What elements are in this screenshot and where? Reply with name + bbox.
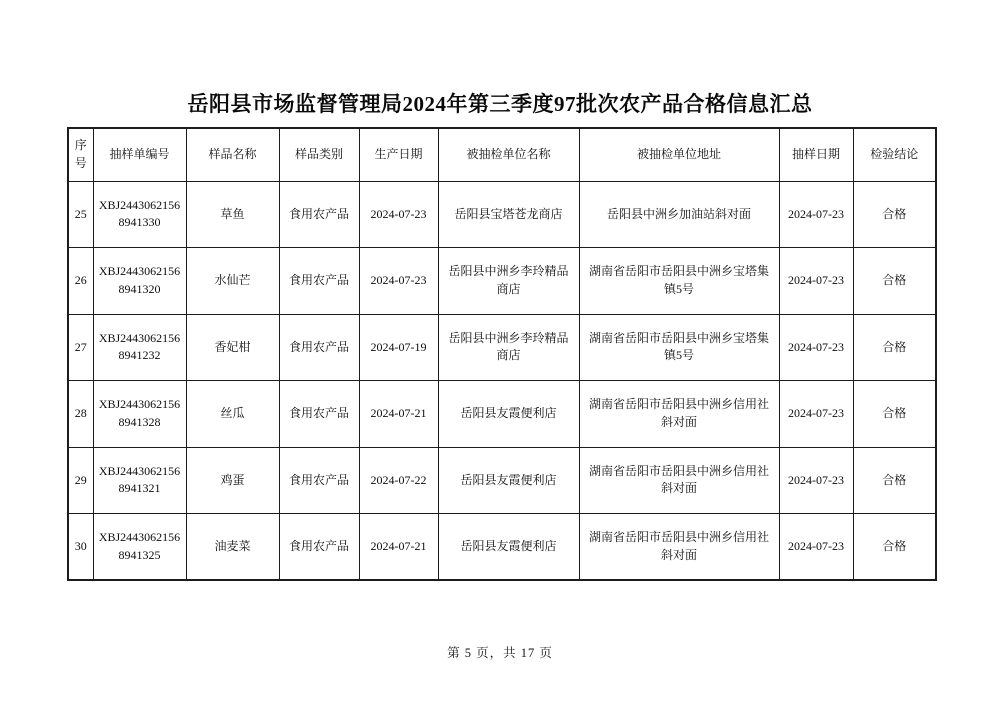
cell-unit-name: 岳阳县中洲乡李玲精品商店 — [438, 314, 579, 381]
table-body — [68, 181, 936, 580]
cell-production-date: 2024-07-23 — [359, 248, 438, 315]
cell-sampling-date: 2024-07-23 — [779, 314, 853, 381]
cell-production-date: 2024-07-23 — [359, 181, 438, 248]
cell-production-date: 2024-07-21 — [359, 381, 438, 448]
cell-seq: 30 — [68, 514, 93, 581]
cell-conclusion: 合格 — [853, 314, 936, 381]
column-header-sample-category: 样品类别 — [279, 128, 359, 181]
cell-unit-address: 湖南省岳阳市岳阳县中洲乡信用社斜对面 — [579, 381, 779, 448]
column-header-unit-address: 被抽检单位地址 — [579, 128, 779, 181]
cell-sample-category: 食用农产品 — [279, 314, 359, 381]
page-title: 岳阳县市场监督管理局2024年第三季度97批次农产品合格信息汇总 — [187, 92, 813, 116]
cell-sample-no: XBJ24430621568941232 — [93, 314, 186, 381]
cell-seq: 25 — [68, 181, 93, 248]
cell-sample-name: 草鱼 — [186, 181, 279, 248]
table-row — [68, 381, 936, 448]
cell-sample-name: 香妃柑 — [186, 314, 279, 381]
table-row — [68, 181, 936, 248]
cell-seq: 26 — [68, 248, 93, 315]
cell-sampling-date: 2024-07-23 — [779, 447, 853, 514]
cell-sample-name: 丝瓜 — [186, 381, 279, 448]
cell-sample-category: 食用农产品 — [279, 248, 359, 315]
cell-sample-no: XBJ24430621568941325 — [93, 514, 186, 581]
cell-sample-no: XBJ24430621568941320 — [93, 248, 186, 315]
column-header-sample-name: 样品名称 — [186, 128, 279, 181]
cell-unit-address: 湖南省岳阳市岳阳县中洲乡信用社斜对面 — [579, 514, 779, 581]
cell-unit-name: 岳阳县友霞便利店 — [438, 381, 579, 448]
column-header-conclusion: 检验结论 — [853, 128, 936, 181]
cell-seq: 28 — [68, 381, 93, 448]
table-row — [68, 514, 936, 581]
cell-sample-category: 食用农产品 — [279, 181, 359, 248]
cell-unit-address: 湖南省岳阳市岳阳县中洲乡宝塔集镇5号 — [579, 248, 779, 315]
cell-sample-category: 食用农产品 — [279, 447, 359, 514]
cell-sample-category: 食用农产品 — [279, 514, 359, 581]
inspection-results-table — [67, 127, 937, 581]
page-footer: 第 5 页，共 17 页 — [447, 646, 553, 660]
cell-sample-name: 油麦菜 — [186, 514, 279, 581]
cell-unit-name: 岳阳县宝塔苍龙商店 — [438, 181, 579, 248]
cell-conclusion: 合格 — [853, 181, 936, 248]
column-header-sample-no: 抽样单编号 — [93, 128, 186, 181]
table-row — [68, 248, 936, 315]
cell-conclusion: 合格 — [853, 381, 936, 448]
cell-unit-address: 湖南省岳阳市岳阳县中洲乡宝塔集镇5号 — [579, 314, 779, 381]
table-header-row — [68, 128, 936, 181]
column-header-unit-name: 被抽检单位名称 — [438, 128, 579, 181]
cell-sample-name: 鸡蛋 — [186, 447, 279, 514]
cell-unit-name: 岳阳县友霞便利店 — [438, 447, 579, 514]
table-row — [68, 447, 936, 514]
cell-seq: 27 — [68, 314, 93, 381]
cell-sampling-date: 2024-07-23 — [779, 514, 853, 581]
cell-seq: 29 — [68, 447, 93, 514]
column-header-seq: 序号 — [68, 128, 93, 181]
cell-sampling-date: 2024-07-23 — [779, 381, 853, 448]
column-header-sampling-date: 抽样日期 — [779, 128, 853, 181]
column-header-production-date: 生产日期 — [359, 128, 438, 181]
cell-conclusion: 合格 — [853, 447, 936, 514]
cell-production-date: 2024-07-21 — [359, 514, 438, 581]
cell-unit-address: 湖南省岳阳市岳阳县中洲乡信用社斜对面 — [579, 447, 779, 514]
cell-unit-address: 岳阳县中洲乡加油站斜对面 — [579, 181, 779, 248]
cell-sample-no: XBJ24430621568941328 — [93, 381, 186, 448]
table-header — [68, 128, 936, 181]
cell-production-date: 2024-07-19 — [359, 314, 438, 381]
cell-conclusion: 合格 — [853, 248, 936, 315]
cell-sampling-date: 2024-07-23 — [779, 248, 853, 315]
cell-conclusion: 合格 — [853, 514, 936, 581]
cell-sample-no: XBJ24430621568941321 — [93, 447, 186, 514]
cell-unit-name: 岳阳县友霞便利店 — [438, 514, 579, 581]
cell-sample-no: XBJ24430621568941330 — [93, 181, 186, 248]
cell-sampling-date: 2024-07-23 — [779, 181, 853, 248]
cell-unit-name: 岳阳县中洲乡李玲精品商店 — [438, 248, 579, 315]
cell-sample-name: 水仙芒 — [186, 248, 279, 315]
cell-production-date: 2024-07-22 — [359, 447, 438, 514]
cell-sample-category: 食用农产品 — [279, 381, 359, 448]
table-row — [68, 314, 936, 381]
